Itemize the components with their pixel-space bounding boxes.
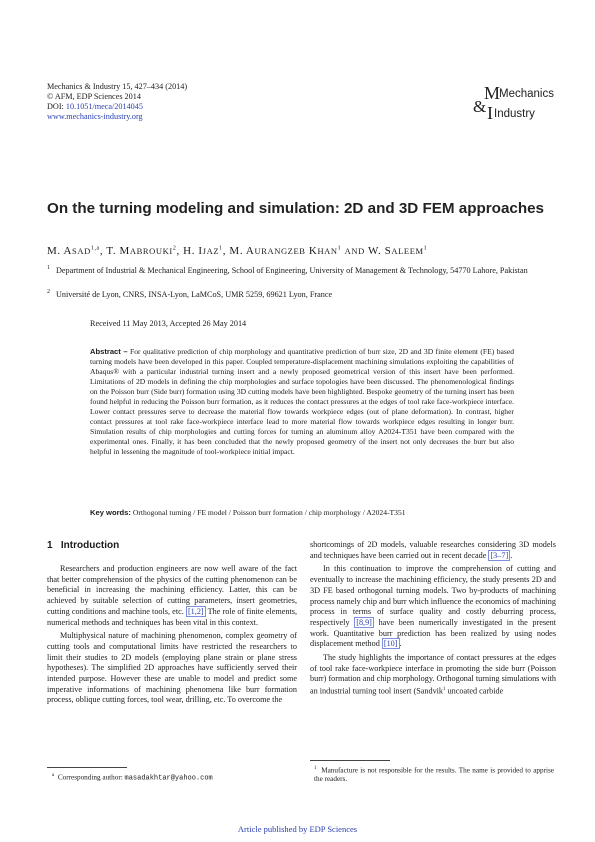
keywords-text: Orthogonal turning / FE model / Poisson burr formation / chip morphology / A2024-T351 (132, 508, 406, 517)
citation-link[interactable]: [8,9] (356, 617, 372, 627)
citation-link[interactable]: [3–7] (490, 550, 509, 560)
paragraph: Researchers and production engineers are now well aware of the fact that better comprehension of the physics of the cutting phenomenon can be beneficial in increasing the machining efficiency. Latter, this can be achieved by suitable selection of cutting parameters, insert geometries, cutting conditions and machine tools, etc. [1,2] The role of finite elements, numerical methods and techniques has been vital in this context. (47, 564, 298, 627)
footnote-manufacturer: $^1$ Manufacture is not responsible for the results. The name is provided to apprise the readers. (314, 766, 554, 784)
journal-website-link[interactable]: www.mechanics-industry.org (47, 112, 143, 121)
journal-copyright: © AFM, EDP Sciences 2014 (47, 92, 141, 101)
paragraph: shortcomings of 2D models, valuable researches considering 3D models and techniques have been carried out in recent decade [3–7] . (310, 540, 556, 560)
paper-title: On the turning modeling and simulation: 2D and 3D FEM approaches (47, 200, 545, 217)
section-heading (47, 540, 119, 551)
right-column (310, 540, 556, 698)
journal-logo: M Mechanics & I Industry (473, 83, 554, 123)
paragraph: Multiphysical nature of machining phenomenon, complex geometry of cutting tools and computational limits have restricted the researchers to limit their studies to 2D models (employing plane strain or plane stress hypotheses). The simplified 2D approaches have sufficiently served their intended purpose. However these are unable to model and predict some imperative informations of machining phenomena like burr formation process, oblique cutting forces, tool wear, drilling, etc. To overcome the (47, 631, 297, 705)
affiliation-2: 2 Université de Lyon, CNRS, INSA-Lyon, LaMCoS, UMR 5259, 69621 Lyon, France (47, 289, 333, 299)
citation-link[interactable]: [1,2] (187, 606, 204, 616)
author-email[interactable]: masadakhtar@yahoo.com (124, 774, 213, 783)
doi-link[interactable]: 10.1051/meca/2014045 (65, 102, 143, 111)
journal-meta (47, 82, 347, 122)
publisher-link[interactable]: Article published by EDP Sciences (237, 824, 358, 834)
paragraph: In this continuation to improve the comprehension of cutting and eventually to increase the machining efficiency, the study presents 2D and 3D FE based orthogonal turning models. Two by-products of machining process namely chip and burr which influence the economics of machining process in terms of surface quality and costly deburring process, respectively [8,9] have been numerically investigated in the present work. Quantitative burr prediction has been realized by using nodes displacement method [10] . (310, 564, 557, 649)
affiliation-1: 1 Department of Industrial & Mechanical Engineering, School of Engineering, University of Management & Technology, 54770 Lahore, Pakistan (47, 265, 528, 275)
journal-citation: Mechanics & Industry 15, 427–434 (2014) (47, 82, 188, 91)
left-column (47, 556, 297, 706)
abstract-label: Abstract – (90, 347, 128, 356)
logo-word-industry: Industry (494, 108, 535, 120)
keywords-label: Key words: (90, 508, 131, 517)
journal-doi: DOI: 10.1051/meca/2014045 (47, 102, 143, 111)
citation-link[interactable]: [10] (383, 639, 398, 649)
abstract (90, 347, 514, 457)
abstract-text: For qualitative prediction of chip morphology and quantitative prediction of burr size, 2D and 3D finite element (FE) based turning models have been developed in this paper. Coupled temperature-displacement machining simulations exploiting the capabilities of Abaqus® with a particular industrial turning insert and a newly proposed geometrical version of this insert have been performed. Limitations of 2D models in defining the chip morphologies and surface topologies have been discussed. The phenomenological findings on the Poisson burr (Side burr) formation using 3D cutting models have been highlighted. Bespoke geometry of the turning insert has been found helpful in reducing the Poisson burr formation, as it reduces the contact pressures at the edges of tool rake face-workpiece interface. Lower contact pressures serve to decrease the material flow towards workpiece edges (out of plane deformation). In contrast, higher contact pressures at tool rake face-workpiece interface lead to more material flow towards workpiece edges resulting in longer burr. Simulation results of chip morphologies and cutting forces for turning an aluminum alloy A2024-T351 have been compared with the experimental ones. Finally, it has been concluded that the newly proposed geometry of the insert not only decreases the burr but also helpful in lessening the magnitude of tool-workpiece initial impact. (90, 347, 514, 456)
logo-word-mechanics: Mechanics (499, 88, 554, 100)
footnote-rule (310, 760, 390, 761)
footnote-corresponding: $^a$ Corresponding author: masadakhtar@yahoo.com (52, 773, 213, 783)
paragraph: The study highlights the importance of contact pressures at the edges of tool rake face-workpiece interface in promoting the side burr (Poisson burr) formation and chip morphology. Orthogonal turning simulations with an industrial turning tool insert (Sandvik$^1$ uncoated carbide (310, 653, 556, 696)
section-title: Introduction (60, 540, 120, 551)
author-list: M. ASAD$^{1,a}$, T. MABROUKI$^2$, H. IJAZ$^1$, M. AURANGZEB KHAN$^1$ AND W. SALEEM$^1$ (47, 245, 428, 257)
section-number: 1 (47, 540, 53, 551)
received-dates: Received 11 May 2013, Accepted 26 May 2014 (90, 319, 247, 328)
footnote-rule (47, 767, 127, 768)
keywords (90, 508, 530, 517)
